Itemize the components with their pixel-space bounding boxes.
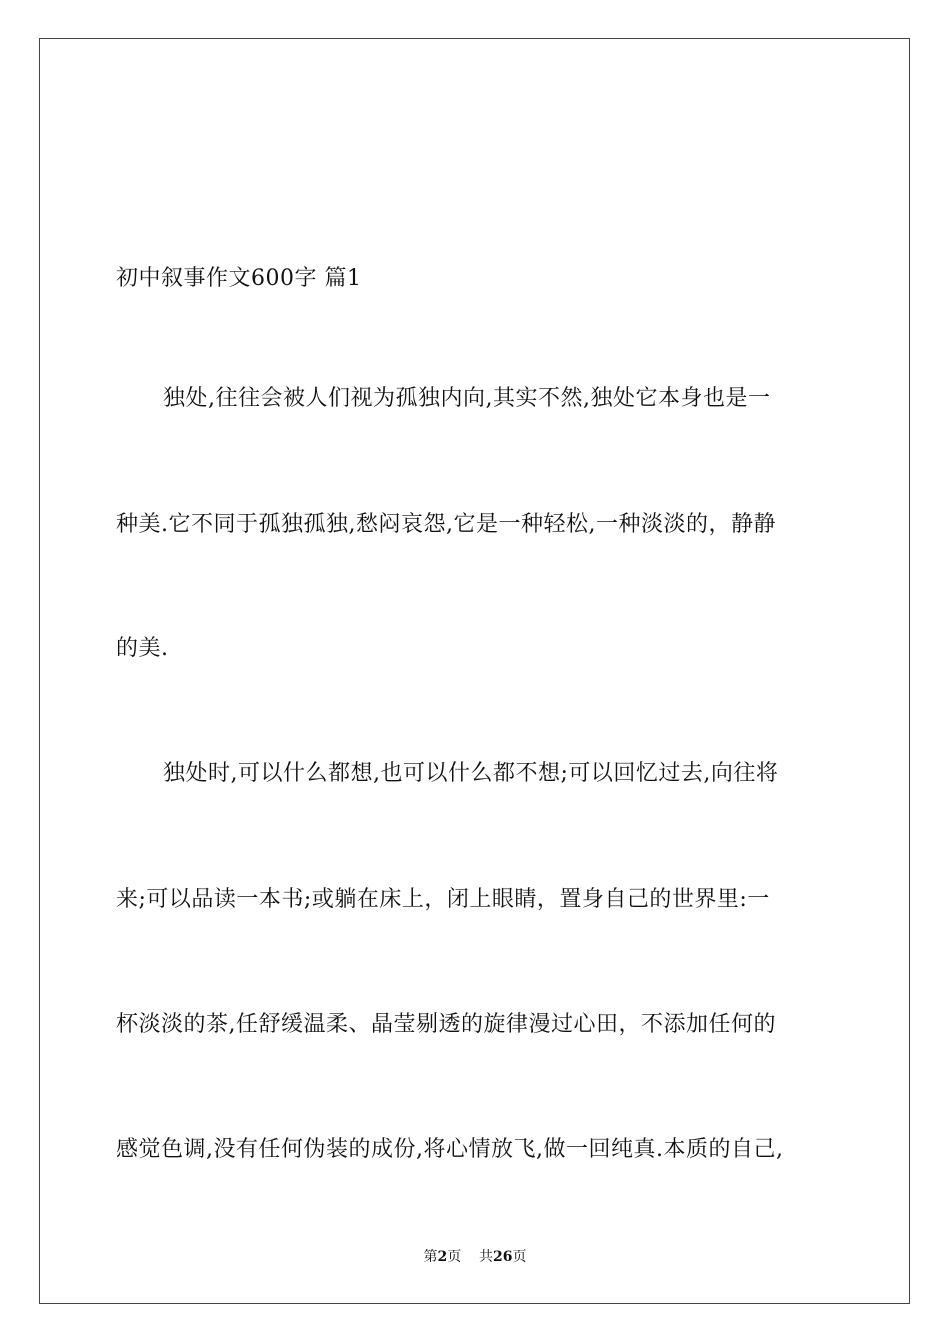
paragraph-2-line-4: 感觉色调,没有任何伪装的成份,将心情放飞,做一回纯真.本质的自己, <box>116 1137 784 1162</box>
footer-current-page: 2 <box>437 1249 448 1265</box>
footer-page-suffix: 页 <box>447 1249 462 1265</box>
paragraph-2-line-3: 杯淡淡的茶,任舒缓温柔、晶莹剔透的旋律漫过心田，不添加任何的 <box>116 1012 776 1037</box>
page-frame <box>39 38 910 1304</box>
document-heading: 初中叙事作文600字 篇1 <box>116 266 362 291</box>
paragraph-1-line-1: 独处,往往会被人们视为孤独内向,其实不然,独处它本身也是一 <box>163 386 771 411</box>
footer-total-prefix: 共 <box>479 1249 494 1265</box>
paragraph-1-line-3: 的美. <box>116 636 169 661</box>
footer-total-pages: 26 <box>493 1249 513 1265</box>
page-footer <box>0 1248 950 1266</box>
paragraph-2-line-1: 独处时,可以什么都想,也可以什么都不想;可以回忆过去,向往将 <box>163 761 779 786</box>
footer-total-suffix: 页 <box>512 1249 527 1265</box>
paragraph-1-line-2: 种美.它不同于孤独孤独,愁闷哀怨,它是一种轻松,一种淡淡的，静静 <box>116 512 776 537</box>
paragraph-2-line-2: 来;可以品读一本书;或躺在床上，闭上眼睛，置身自己的世界里:一 <box>116 887 770 912</box>
footer-page-prefix: 第 <box>423 1249 438 1265</box>
